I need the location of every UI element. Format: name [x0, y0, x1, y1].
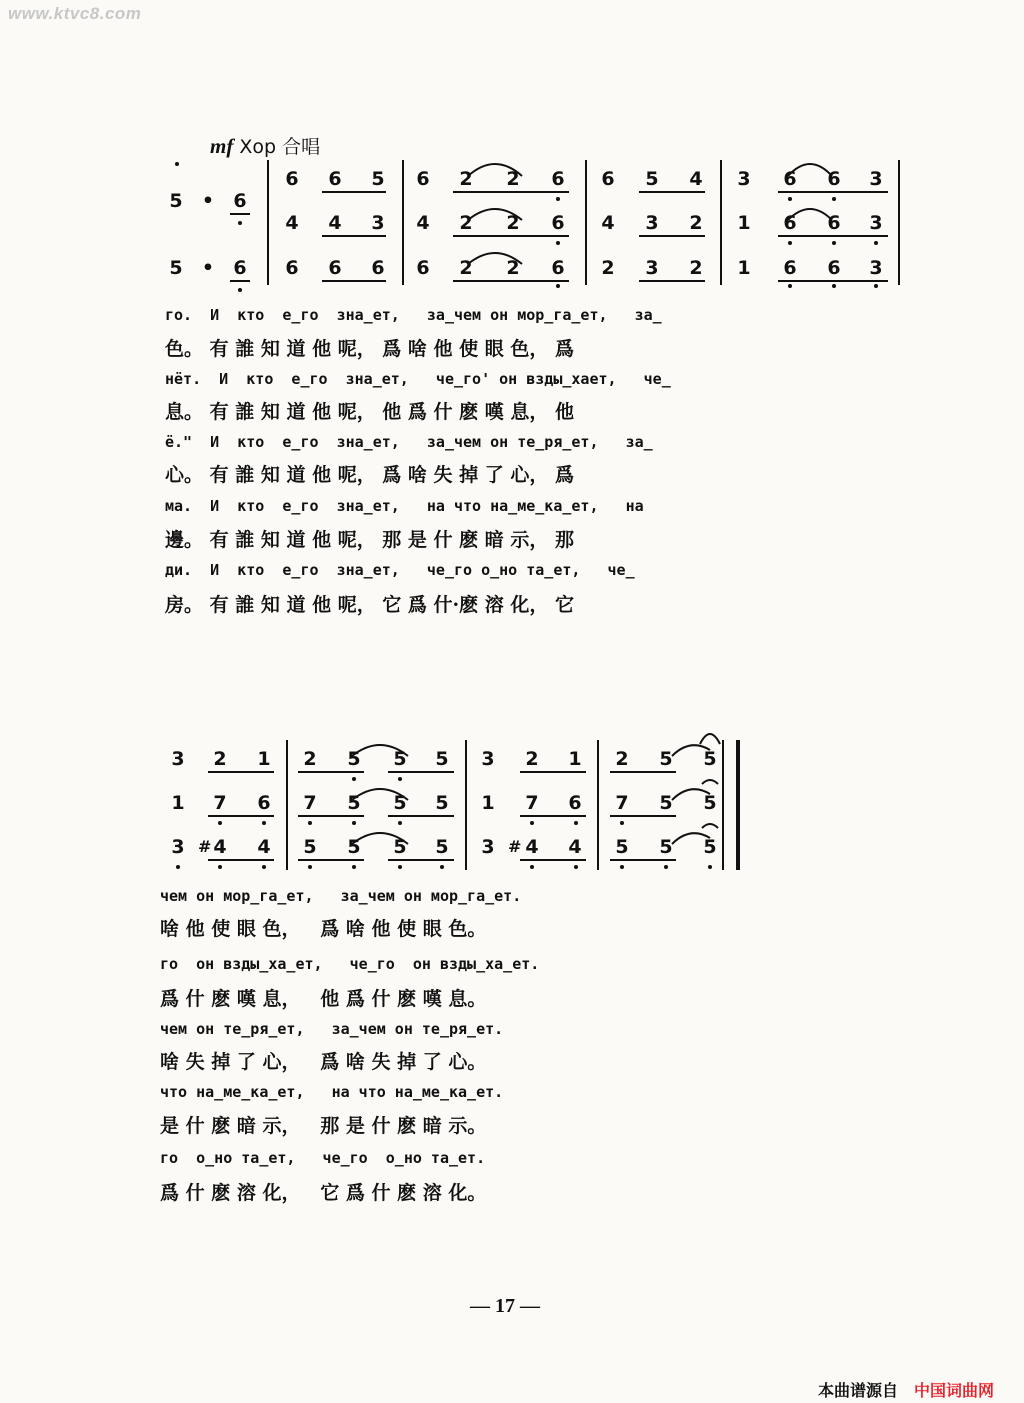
- note: 1: [257, 748, 271, 770]
- note: 5: [303, 836, 317, 858]
- note: 3: [869, 168, 883, 190]
- note: 1: [171, 792, 185, 814]
- note: 2: [525, 748, 539, 770]
- pickup-dot: •: [201, 257, 215, 279]
- lyric-line-chinese: 啥 他 使 眼 色， 爲 啥 他 使 眼 色。: [160, 918, 487, 940]
- note: 6: [827, 168, 841, 190]
- note: 5: [347, 836, 361, 858]
- note: 4: [213, 836, 227, 858]
- note: 4: [568, 836, 582, 858]
- note: 6: [416, 168, 430, 190]
- note: 5: [645, 168, 659, 190]
- pickup-note: 5: [169, 257, 183, 279]
- lyric-line-russian: что на_ме_ка_ет, на что на_ме_ка_ет.: [160, 1083, 504, 1101]
- note: 6: [601, 168, 615, 190]
- lyric-line-chinese: 息。 有 誰 知 道 他 呢， 他 爲 什 麽 嘆 息， 他: [165, 401, 574, 423]
- footer-source: 本曲谱源自: [818, 1381, 899, 1400]
- note: 4: [689, 168, 703, 190]
- note: 2: [303, 748, 317, 770]
- note: 4: [601, 212, 615, 234]
- lyric-line-chinese: 爲 什 麽 溶 化， 它 爲 什 麽 溶 化。: [160, 1182, 487, 1204]
- note: 5: [703, 748, 717, 770]
- note: 1: [481, 792, 495, 814]
- note: 4: [285, 212, 299, 234]
- note: 5: [393, 836, 407, 858]
- note: 4: [525, 836, 539, 858]
- note: 5: [371, 168, 385, 190]
- note: 1: [737, 212, 751, 234]
- lyric-line-chinese: 邊。 有 誰 知 道 他 呢， 那 是 什 麽 暗 示， 那: [165, 529, 574, 551]
- watermark: www.ktvc8.com: [8, 4, 142, 23]
- note: 2: [459, 168, 473, 190]
- note: 7: [615, 792, 629, 814]
- note: 6: [285, 168, 299, 190]
- lyric-line-russian: ё." И кто е_го зна_ет, за_чем он те_ря_ет, за_: [165, 433, 653, 451]
- note: 2: [689, 212, 703, 234]
- page-number: — 17 —: [470, 1295, 540, 1317]
- pickup-dot: •: [201, 190, 215, 212]
- note: 5: [435, 748, 449, 770]
- note: 6: [783, 257, 797, 279]
- note: 2: [615, 748, 629, 770]
- note: 2: [459, 212, 473, 234]
- note: 3: [481, 836, 495, 858]
- lyric-line-russian: нёт. И кто е_го зна_ет, че_го' он взды_хает, че_: [165, 370, 671, 388]
- pickup-note: 6: [233, 257, 247, 279]
- note: 3: [869, 212, 883, 234]
- note: 4: [257, 836, 271, 858]
- note: 5: [393, 748, 407, 770]
- note: 5: [435, 836, 449, 858]
- note: 2: [506, 168, 520, 190]
- note: 2: [601, 257, 615, 279]
- note: 3: [171, 748, 185, 770]
- note: 6: [285, 257, 299, 279]
- note: 3: [171, 836, 185, 858]
- note: 6: [827, 212, 841, 234]
- note: 5: [703, 836, 717, 858]
- note: 6: [568, 792, 582, 814]
- note: 3: [371, 212, 385, 234]
- note: 6: [551, 168, 565, 190]
- note: 6: [551, 212, 565, 234]
- lyric-line-russian: ди. И кто е_го зна_ет, че_го о_но та_ет, че_: [165, 561, 635, 579]
- note: 3: [737, 168, 751, 190]
- note: 6: [827, 257, 841, 279]
- note: 3: [645, 212, 659, 234]
- note: 5: [393, 792, 407, 814]
- dynamic-marking: mf: [210, 134, 234, 158]
- part-label: Хор 合唱: [239, 136, 321, 158]
- lyric-line-russian: чем он мор_га_ет, за_чем он мор_га_ет.: [160, 887, 522, 905]
- sharp-sign: #: [508, 837, 522, 856]
- note: 5: [615, 836, 629, 858]
- note: 6: [416, 257, 430, 279]
- note: 4: [416, 212, 430, 234]
- lyric-line-russian: го он взды_ха_ет, че_го он взды_ха_ет.: [160, 955, 540, 973]
- note: 1: [737, 257, 751, 279]
- note: 5: [347, 748, 361, 770]
- note: 6: [328, 257, 342, 279]
- sharp-sign: #: [198, 837, 212, 856]
- pickup-note: 5: [169, 190, 183, 212]
- note: 5: [659, 792, 673, 814]
- note: 3: [645, 257, 659, 279]
- note: 3: [481, 748, 495, 770]
- note: 5: [703, 792, 717, 814]
- note: 2: [506, 212, 520, 234]
- note: 7: [525, 792, 539, 814]
- note: 1: [568, 748, 582, 770]
- lyric-line-chinese: 色。 有 誰 知 道 他 呢， 爲 啥 他 使 眼 色， 爲: [165, 338, 574, 360]
- note: 7: [303, 792, 317, 814]
- note: 6: [551, 257, 565, 279]
- note: 6: [783, 212, 797, 234]
- lyric-line-russian: го. И кто е_го зна_ет, за_чем он мор_га_ет, за_: [165, 306, 662, 324]
- footer-site: 中国词曲网: [914, 1381, 995, 1400]
- note: 5: [659, 836, 673, 858]
- note: 4: [328, 212, 342, 234]
- note: 2: [213, 748, 227, 770]
- footer: [818, 1378, 994, 1401]
- note: 5: [435, 792, 449, 814]
- note: 6: [328, 168, 342, 190]
- lyric-line-russian: чем он те_ря_ет, за_чем он те_ря_ет.: [160, 1020, 504, 1038]
- note: 6: [371, 257, 385, 279]
- lyric-line-chinese: 房。 有 誰 知 道 他 呢， 它 爲 什·麽 溶 化， 它: [165, 594, 574, 616]
- note: 5: [347, 792, 361, 814]
- note: 7: [213, 792, 227, 814]
- note: 2: [689, 257, 703, 279]
- lyric-line-russian: ма. И кто е_го зна_ет, на что на_ме_ка_ет, на: [165, 497, 644, 515]
- lyric-line-chinese: 爲 什 麽 嘆 息， 他 爲 什 麽 嘆 息。: [160, 988, 487, 1010]
- note: 6: [257, 792, 271, 814]
- lyric-line-chinese: 是 什 麽 暗 示， 那 是 什 麽 暗 示。: [160, 1115, 487, 1137]
- note: 5: [659, 748, 673, 770]
- lyric-line-chinese: 心。 有 誰 知 道 他 呢， 爲 啥 失 掉 了 心， 爲: [165, 464, 574, 486]
- lyric-line-chinese: 啥 失 掉 了 心， 爲 啥 失 掉 了 心。: [160, 1051, 487, 1073]
- note: 3: [869, 257, 883, 279]
- note: 2: [506, 257, 520, 279]
- note: 2: [459, 257, 473, 279]
- lyric-line-russian: го о_но та_ет, че_го о_но та_ет.: [160, 1149, 486, 1167]
- pickup-note: 6: [233, 190, 247, 212]
- note: 6: [783, 168, 797, 190]
